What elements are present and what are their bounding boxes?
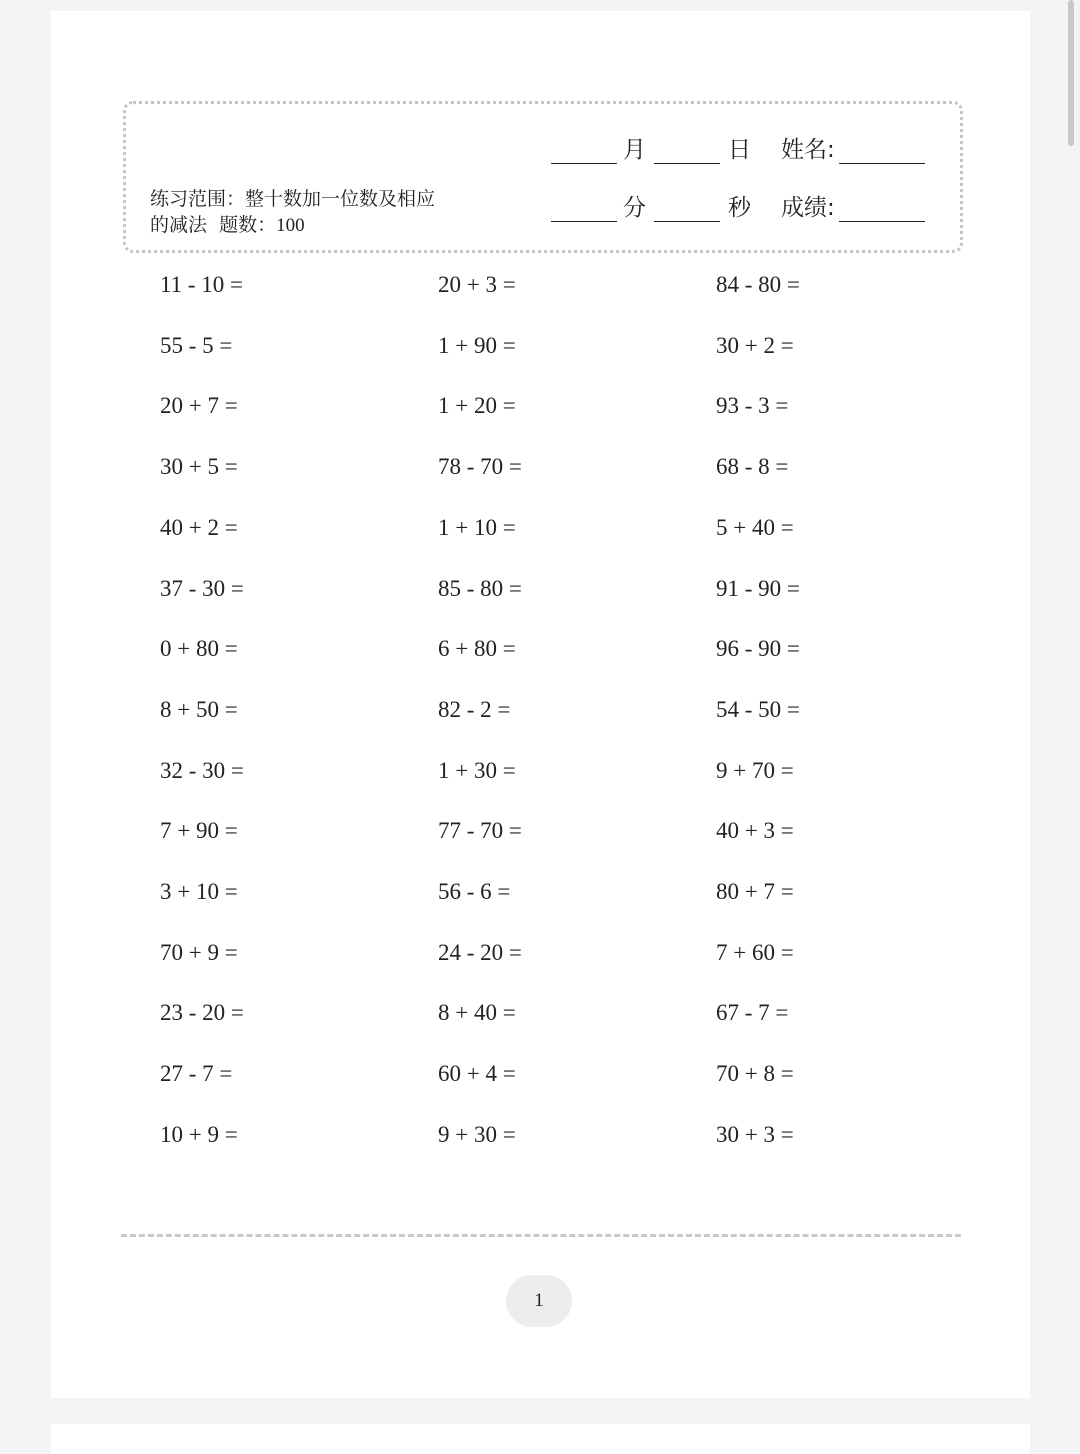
math-problem: 32 - 30 =	[160, 758, 244, 783]
math-problem: 3 + 10 =	[160, 879, 238, 904]
math-problem: 6 + 80 =	[438, 636, 516, 661]
score-label: 成绩:	[781, 195, 835, 221]
worksheet-page	[51, 11, 1030, 1398]
math-problem: 84 - 80 =	[716, 272, 800, 297]
problem-count-value: 100	[276, 215, 305, 236]
page-divider	[121, 1234, 961, 1237]
math-problem: 1 + 20 =	[438, 393, 516, 418]
page-number: 1	[534, 1290, 544, 1311]
math-problem: 1 + 10 =	[438, 515, 516, 540]
math-problem: 40 + 2 =	[160, 515, 238, 540]
math-problem: 37 - 30 =	[160, 576, 244, 601]
name-label: 姓名:	[781, 137, 835, 163]
math-problem: 70 + 8 =	[716, 1061, 794, 1086]
math-problem: 67 - 7 =	[716, 1000, 789, 1025]
math-problem: 8 + 50 =	[160, 697, 238, 722]
math-problem: 20 + 7 =	[160, 393, 238, 418]
math-problem: 55 - 5 =	[160, 333, 233, 358]
math-problem: 30 + 2 =	[716, 333, 794, 358]
math-problem: 56 - 6 =	[438, 879, 511, 904]
math-problem: 0 + 80 =	[160, 636, 238, 661]
month-label: 月	[623, 137, 646, 163]
next-page-edge	[51, 1424, 1030, 1454]
math-problem: 54 - 50 =	[716, 697, 800, 722]
math-problem: 10 + 9 =	[160, 1122, 238, 1147]
minute-label: 分	[623, 195, 646, 221]
math-problem: 9 + 30 =	[438, 1122, 516, 1147]
math-problem: 91 - 90 =	[716, 576, 800, 601]
math-problem: 68 - 8 =	[716, 454, 789, 479]
math-problem: 93 - 3 =	[716, 393, 789, 418]
math-problem: 24 - 20 =	[438, 940, 522, 965]
math-problem: 27 - 7 =	[160, 1061, 233, 1086]
math-problem: 77 - 70 =	[438, 818, 522, 843]
math-problem: 80 + 7 =	[716, 879, 794, 904]
math-problem: 1 + 90 =	[438, 333, 516, 358]
second-label: 秒	[728, 195, 751, 221]
score-blank[interactable]	[839, 197, 925, 222]
math-problem: 8 + 40 =	[438, 1000, 516, 1025]
math-problem: 82 - 2 =	[438, 697, 511, 722]
second-blank[interactable]	[654, 197, 720, 222]
math-problem: 30 + 3 =	[716, 1122, 794, 1147]
math-problem: 7 + 60 =	[716, 940, 794, 965]
math-problem: 70 + 9 =	[160, 940, 238, 965]
math-problem: 40 + 3 =	[716, 818, 794, 843]
math-problem: 78 - 70 =	[438, 454, 522, 479]
month-blank[interactable]	[551, 139, 617, 164]
name-blank[interactable]	[839, 139, 925, 164]
math-problem: 7 + 90 =	[160, 818, 238, 843]
scrollbar-thumb[interactable]	[1068, 0, 1074, 146]
math-problem: 1 + 30 =	[438, 758, 516, 783]
math-problem: 60 + 4 =	[438, 1061, 516, 1086]
math-problem: 20 + 3 =	[438, 272, 516, 297]
day-blank[interactable]	[654, 139, 720, 164]
date-name-row	[551, 134, 925, 164]
practice-range-text	[150, 186, 450, 239]
page-number-badge	[506, 1275, 572, 1327]
math-problem: 85 - 80 =	[438, 576, 522, 601]
time-score-row	[551, 192, 925, 222]
problem-count-label: 题数：	[219, 214, 277, 236]
math-problem: 9 + 70 =	[716, 758, 794, 783]
day-label: 日	[728, 137, 751, 163]
practice-range-label: 练习范围：整十数加一位数及相应的减法	[150, 188, 436, 236]
math-problem: 30 + 5 =	[160, 454, 238, 479]
math-problem: 11 - 10 =	[160, 272, 244, 297]
worksheet-header-box	[123, 101, 963, 253]
minute-blank[interactable]	[551, 197, 617, 222]
math-problem: 96 - 90 =	[716, 636, 800, 661]
math-problem: 23 - 20 =	[160, 1000, 244, 1025]
math-problem: 5 + 40 =	[716, 515, 794, 540]
